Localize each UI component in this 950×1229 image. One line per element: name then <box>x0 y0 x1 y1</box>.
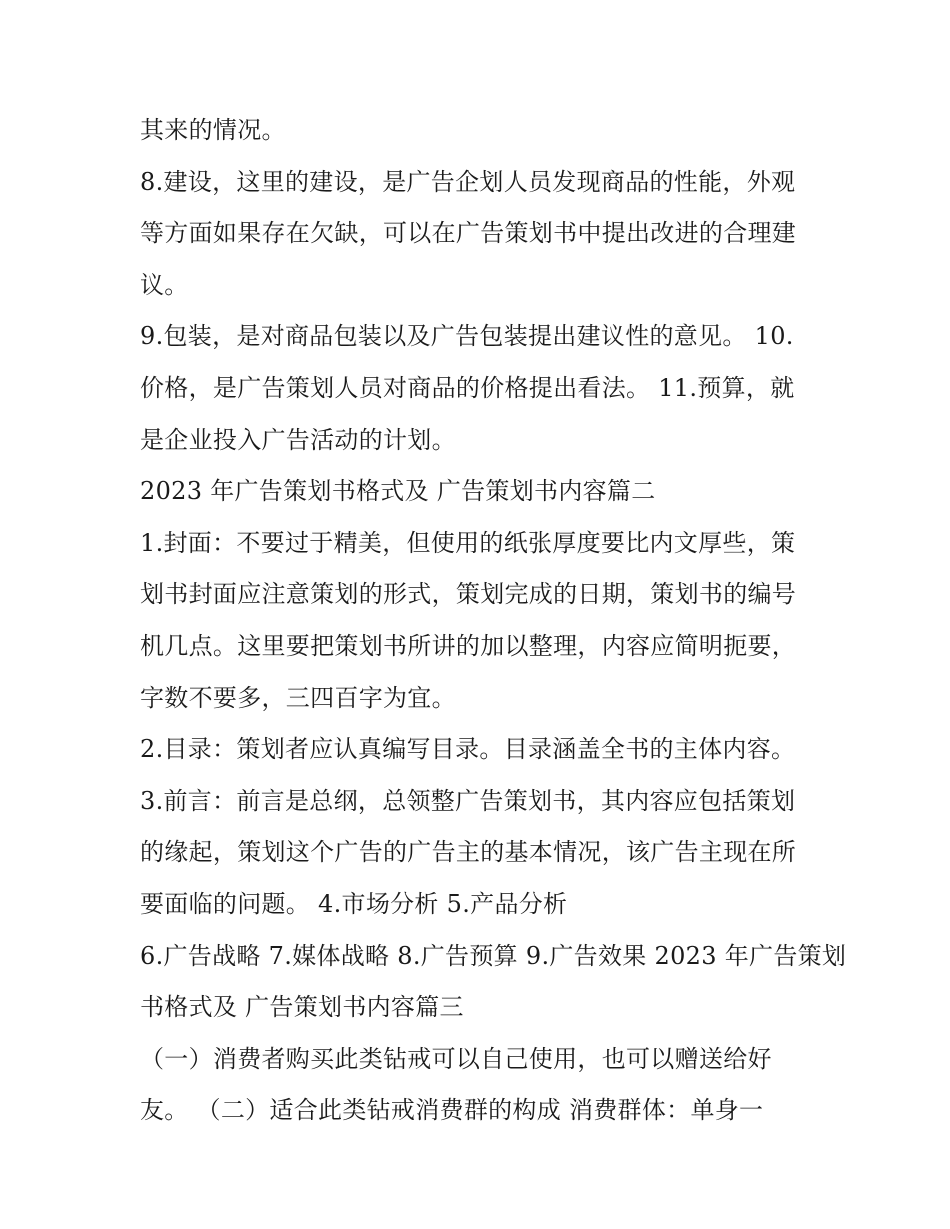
text-line: 是企业投入广告活动的计划。 <box>140 425 456 454</box>
text-line: 的缘起，策划这个广告的广告主的基本情况，该广告主现在所 <box>140 838 797 867</box>
text-line: 9.包装，是对商品包装以及广告包装提出建议性的意见。 10. <box>140 322 794 351</box>
text-line: 其来的情况。 <box>140 116 286 144</box>
text-line: 友。 （二）适合此类钻戒消费群的构成 消费群体：单身一 <box>140 1096 764 1125</box>
document-body <box>140 105 847 1137</box>
text-line: 机几点。这里要把策划书所讲的加以整理，内容应简明扼要， <box>140 631 797 660</box>
text-line: 3.前言：前言是总纲，总领整广告策划书，其内容应包括策划 <box>140 786 796 815</box>
text-line: 议。 <box>140 270 189 299</box>
section-heading: 2023 年广告策划书格式及 广告策划书内容篇二 <box>140 477 656 506</box>
text-line: 要面临的问题。 4.市场分析 5.产品分析 <box>140 889 568 918</box>
text-line: 划书封面应注意策划的形式，策划完成的日期，策划书的编号 <box>140 580 797 609</box>
text-line: （一）消费者购买此类钻戒可以自己使用，也可以赠送给好 <box>140 1044 772 1073</box>
text-line: 1.封面：不要过于精美，但使用的纸张厚度要比内文厚些，策 <box>140 528 796 557</box>
text-line: 书格式及 广告策划书内容篇三 <box>140 993 464 1022</box>
text-line: 2.目录：策划者应认真编写目录。目录涵盖全书的主体内容。 <box>140 735 796 764</box>
text-line: 8.建设，这里的建设，是广告企划人员发现商品的性能，外观 <box>140 167 796 196</box>
text-line: 等方面如果存在欠缺，可以在广告策划书中提出改进的合理建 <box>140 219 797 248</box>
text-line: 字数不要多，三四百字为宜。 <box>140 683 456 712</box>
text-line: 价格，是广告策划人员对商品的价格提出看法。 11.预算，就 <box>140 373 795 402</box>
text-line: 6.广告战略 7.媒体战略 8.广告预算 9.广告效果 2023 年广告策划 <box>140 941 847 970</box>
